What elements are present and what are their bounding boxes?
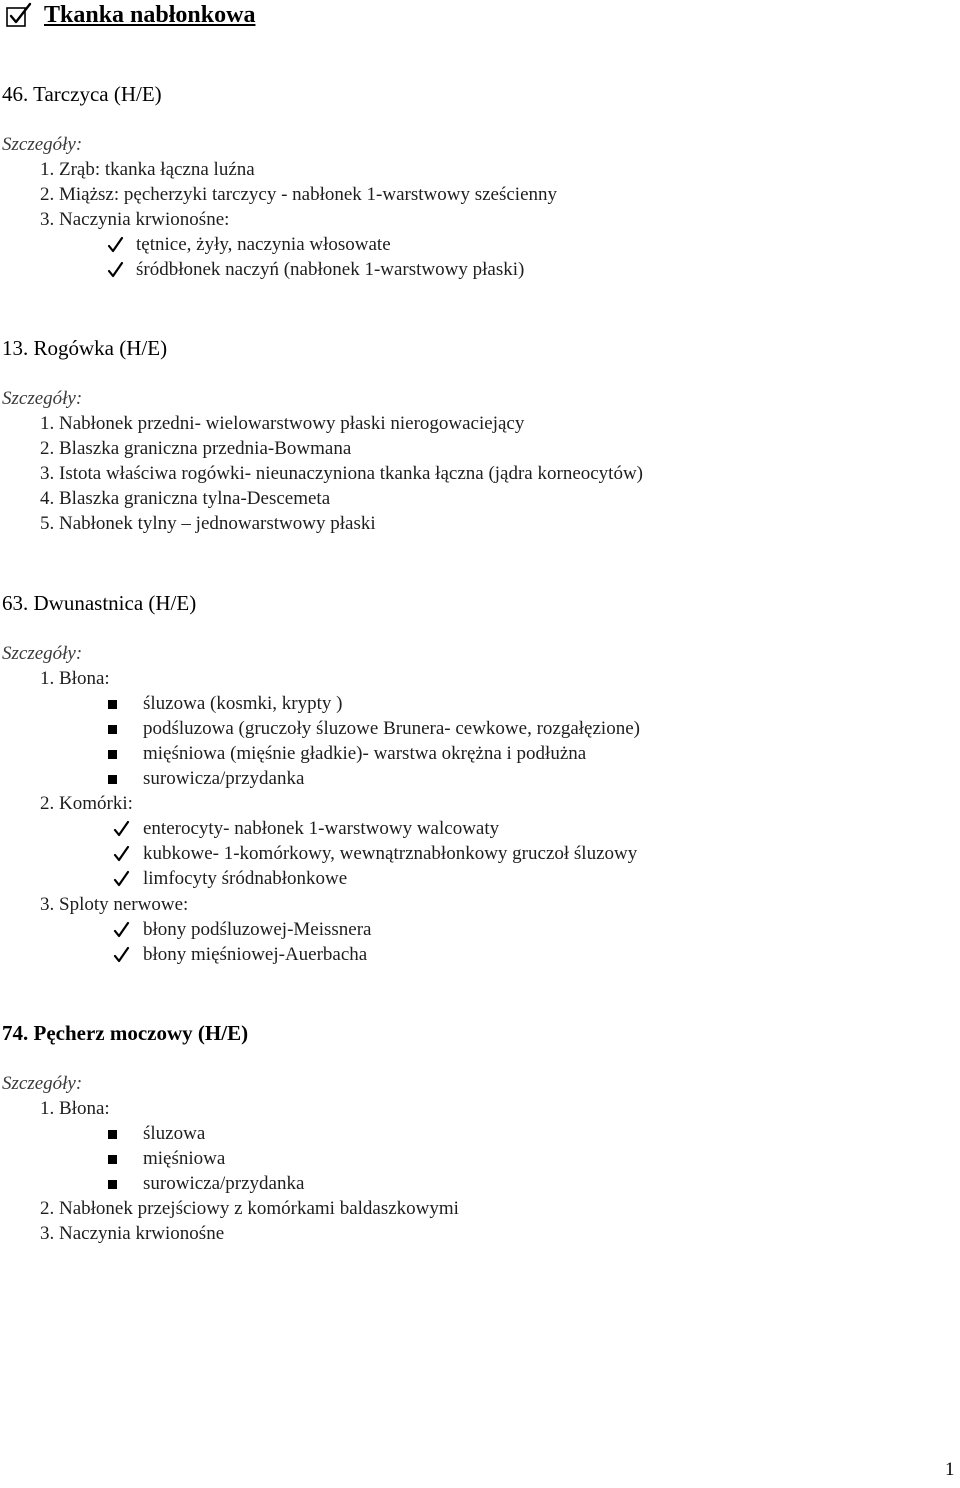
bullet-item: mięśniowa (mięśnie gładkie)- warstwa okrężna i podłużna [143, 743, 587, 764]
square-bullet-icon [108, 750, 117, 759]
check-icon [112, 842, 130, 866]
bullet-item: mięśniowa [143, 1148, 226, 1169]
details-label: Szczegóły: [2, 643, 83, 664]
check-icon [112, 918, 130, 942]
check-icon [106, 258, 124, 282]
check-icon [112, 943, 130, 967]
page-number: 1 [945, 1459, 955, 1480]
check-icon [106, 233, 124, 257]
list-item: 4. Blaszka graniczna tylna-Descemeta [40, 488, 331, 509]
bullet-item: surowicza/przydanka [143, 768, 305, 789]
list-item: 1. Błona: [40, 1098, 110, 1119]
bullet-item: podśluzowa (gruczoły śluzowe Brunera- cewkowe, rozgałęzione) [143, 718, 640, 739]
square-bullet-icon [108, 1155, 117, 1164]
section-heading-tarczyca: 46. Tarczyca (H/E) [2, 82, 162, 106]
bullet-item: śluzowa (kosmki, krypty ) [143, 693, 343, 714]
bullet-item: surowicza/przydanka [143, 1173, 305, 1194]
check-item: tętnice, żyły, naczynia włosowate [136, 234, 391, 255]
square-bullet-icon [108, 1180, 117, 1189]
details-label: Szczegóły: [2, 388, 83, 409]
list-item: 5. Nabłonek tylny – jednowarstwowy płaski [40, 513, 376, 534]
list-item: 3. Sploty nerwowe: [40, 894, 189, 915]
details-label: Szczegóły: [2, 134, 83, 155]
list-item: 3. Istota właściwa rogówki- nieunaczyniona tkanka łączna (jądra korneocytów) [40, 463, 644, 484]
list-item: 2. Miąższ: pęcherzyki tarczycy - nabłonek 1-warstwowy sześcienny [40, 184, 558, 205]
page-title: Tkanka nabłonkowa [44, 2, 256, 28]
details-label: Szczegóły: [2, 1073, 83, 1094]
check-item: kubkowe- 1-komórkowy, wewnątrznabłonkowy gruczoł śluzowy [143, 843, 638, 864]
list-item: 1. Błona: [40, 668, 110, 689]
bullet-item: śluzowa [143, 1123, 206, 1144]
list-item: 3. Naczynia krwionośne: [40, 209, 230, 230]
section-heading-rogowka: 13. Rogówka (H/E) [2, 336, 168, 360]
checkbox-check-icon [4, 2, 32, 30]
list-item: 2. Blaszka graniczna przednia-Bowmana [40, 438, 352, 459]
check-item: enterocyty- nabłonek 1-warstwowy walcowaty [143, 818, 500, 839]
check-item: limfocyty śródnabłonkowe [143, 868, 348, 889]
section-heading-dwunastnica: 63. Dwunastnica (H/E) [2, 591, 197, 615]
check-item: błony podśluzowej-Meissnera [143, 919, 372, 940]
section-heading-pecherz: 74. Pęcherz moczowy (H/E) [2, 1021, 249, 1045]
check-item: śródbłonek naczyń (nabłonek 1-warstwowy płaski) [136, 259, 525, 280]
list-item: 3. Naczynia krwionośne [40, 1223, 225, 1244]
check-icon [112, 867, 130, 891]
check-item: błony mięśniowej-Auerbacha [143, 944, 368, 965]
square-bullet-icon [108, 1130, 117, 1139]
list-item: 1. Nabłonek przedni- wielowarstwowy płaski nierogowaciejący [40, 413, 525, 434]
list-item: 2. Nabłonek przejściowy z komórkami baldaszkowymi [40, 1198, 459, 1219]
list-item: 2. Komórki: [40, 793, 133, 814]
square-bullet-icon [108, 700, 117, 709]
square-bullet-icon [108, 775, 117, 784]
square-bullet-icon [108, 725, 117, 734]
check-icon [112, 817, 130, 841]
list-item: 1. Zrąb: tkanka łączna luźna [40, 159, 255, 180]
